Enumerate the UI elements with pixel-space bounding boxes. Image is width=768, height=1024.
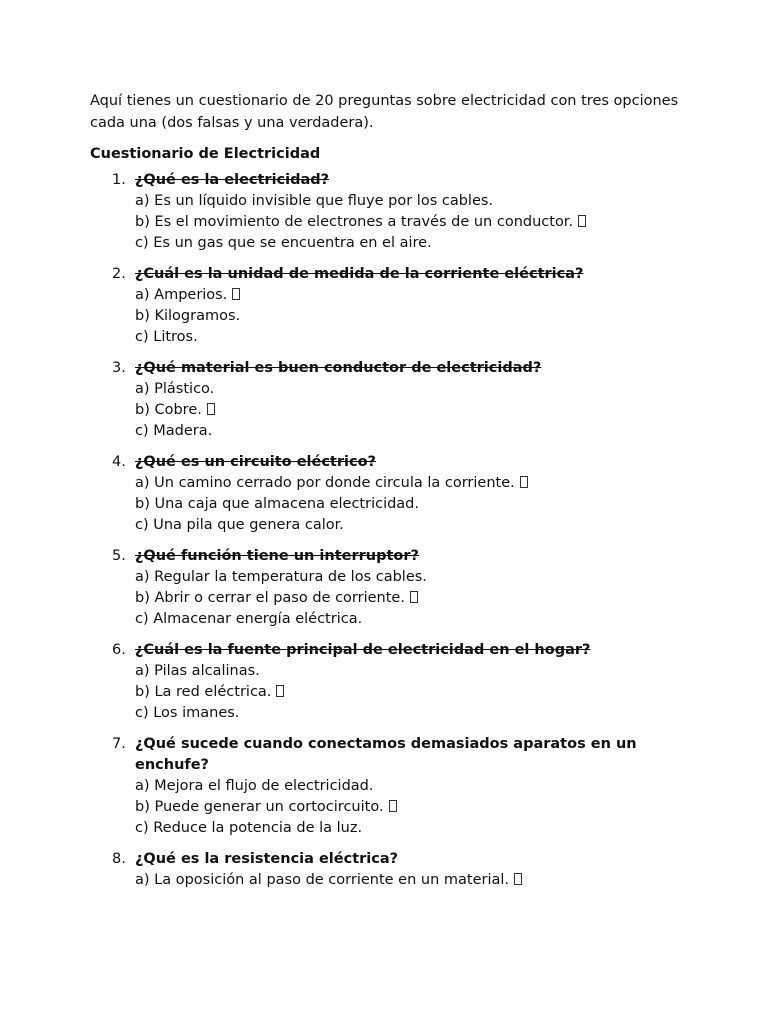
missing-glyph-icon — [389, 800, 397, 812]
question-number: 6. — [112, 642, 126, 658]
answer-option-text: c) Madera. — [135, 423, 213, 439]
answer-option-text: a) Regular la temperatura de los cables. — [135, 569, 427, 585]
answer-option — [135, 609, 690, 630]
answer-option-text: c) Es un gas que se encuentra en el aire. — [135, 235, 432, 251]
answer-option — [135, 661, 690, 682]
answer-option — [135, 379, 690, 400]
question-text: ¿Qué es un circuito eléctrico? — [135, 454, 376, 470]
question-number: 2. — [112, 266, 126, 282]
answer-option-text: b) Una caja que almacena electricidad. — [135, 496, 419, 512]
answer-option-text: a) Amperios. — [135, 287, 228, 303]
answer-option — [135, 421, 690, 442]
answer-option-text: b) La red eléctrica. — [135, 684, 272, 700]
question-text: ¿Qué es la electricidad? — [135, 172, 330, 188]
answer-option — [135, 212, 690, 233]
answer-option — [135, 682, 690, 703]
answer-option-text: c) Reduce la potencia de la luz. — [135, 820, 363, 836]
question-text: ¿Qué sucede cuando conectamos demasiados aparatos en un enchufe? — [135, 736, 637, 773]
document-title: Cuestionario de Electricidad — [90, 146, 321, 162]
question-text: ¿Cuál es la unidad de medida de la corriente eléctrica? — [135, 266, 584, 282]
question-item — [90, 546, 690, 630]
question-text: ¿Qué es la resistencia eléctrica? — [135, 851, 399, 867]
question-item — [90, 264, 690, 348]
answer-option — [135, 400, 690, 421]
answer-option — [135, 327, 690, 348]
question-item — [90, 849, 690, 891]
question-text: ¿Qué función tiene un interruptor? — [135, 548, 419, 564]
answer-option-text: a) La oposición al paso de corriente en un material. — [135, 872, 510, 888]
answer-option — [135, 191, 690, 212]
answer-option — [135, 494, 690, 515]
answer-option-text: a) Es un líquido invisible que fluye por los cables. — [135, 193, 494, 209]
question-number: 4. — [112, 454, 126, 470]
question-text: ¿Qué material es buen conductor de electricidad? — [135, 360, 542, 376]
question-number: 3. — [112, 360, 126, 376]
answer-option-text: b) Kilogramos. — [135, 308, 241, 324]
answer-option — [135, 567, 690, 588]
answer-option-text: c) Una pila que genera calor. — [135, 517, 344, 533]
intro-paragraph: Aquí tienes un cuestionario de 20 preguntas sobre electricidad con tres opciones cada una (dos falsas y una verdadera). — [90, 93, 679, 131]
question-text: ¿Cuál es la fuente principal de electricidad en el hogar? — [135, 642, 591, 658]
answer-option-text: a) Pilas alcalinas. — [135, 663, 260, 679]
missing-glyph-icon — [578, 215, 586, 227]
answer-option — [135, 233, 690, 254]
answer-option-text: a) Un camino cerrado por donde circula la corriente. — [135, 475, 515, 491]
answer-option — [135, 776, 690, 797]
answer-option-text: c) Almacenar energía eléctrica. — [135, 611, 363, 627]
missing-glyph-icon — [207, 403, 215, 415]
answer-option — [135, 870, 690, 891]
missing-glyph-icon — [232, 288, 240, 300]
missing-glyph-icon — [276, 685, 284, 697]
answer-option-text: c) Los imanes. — [135, 705, 240, 721]
answer-option-text: b) Abrir o cerrar el paso de corriente. — [135, 590, 405, 606]
question-list — [90, 170, 690, 891]
missing-glyph-icon — [410, 591, 418, 603]
answer-option — [135, 515, 690, 536]
answer-option-text: a) Plástico. — [135, 381, 215, 397]
question-item — [90, 734, 690, 839]
answer-option — [135, 285, 690, 306]
answer-option — [135, 306, 690, 327]
missing-glyph-icon — [520, 476, 528, 488]
question-number: 5. — [112, 548, 126, 564]
question-item — [90, 170, 690, 254]
answer-option-text: b) Cobre. — [135, 402, 202, 418]
question-item — [90, 452, 690, 536]
question-number: 7. — [112, 736, 126, 752]
answer-option — [135, 473, 690, 494]
answer-option-text: b) Es el movimiento de electrones a través de un conductor. — [135, 214, 574, 230]
answer-option — [135, 588, 690, 609]
answer-option — [135, 797, 690, 818]
answer-option-text: b) Puede generar un cortocircuito. — [135, 799, 384, 815]
answer-option-text: a) Mejora el flujo de electricidad. — [135, 778, 374, 794]
missing-glyph-icon — [514, 873, 522, 885]
question-item — [90, 640, 690, 724]
document-page — [90, 90, 690, 901]
question-item — [90, 358, 690, 442]
question-number: 1. — [112, 172, 126, 188]
answer-option — [135, 703, 690, 724]
question-number: 8. — [112, 851, 126, 867]
answer-option-text: c) Litros. — [135, 329, 198, 345]
answer-option — [135, 818, 690, 839]
